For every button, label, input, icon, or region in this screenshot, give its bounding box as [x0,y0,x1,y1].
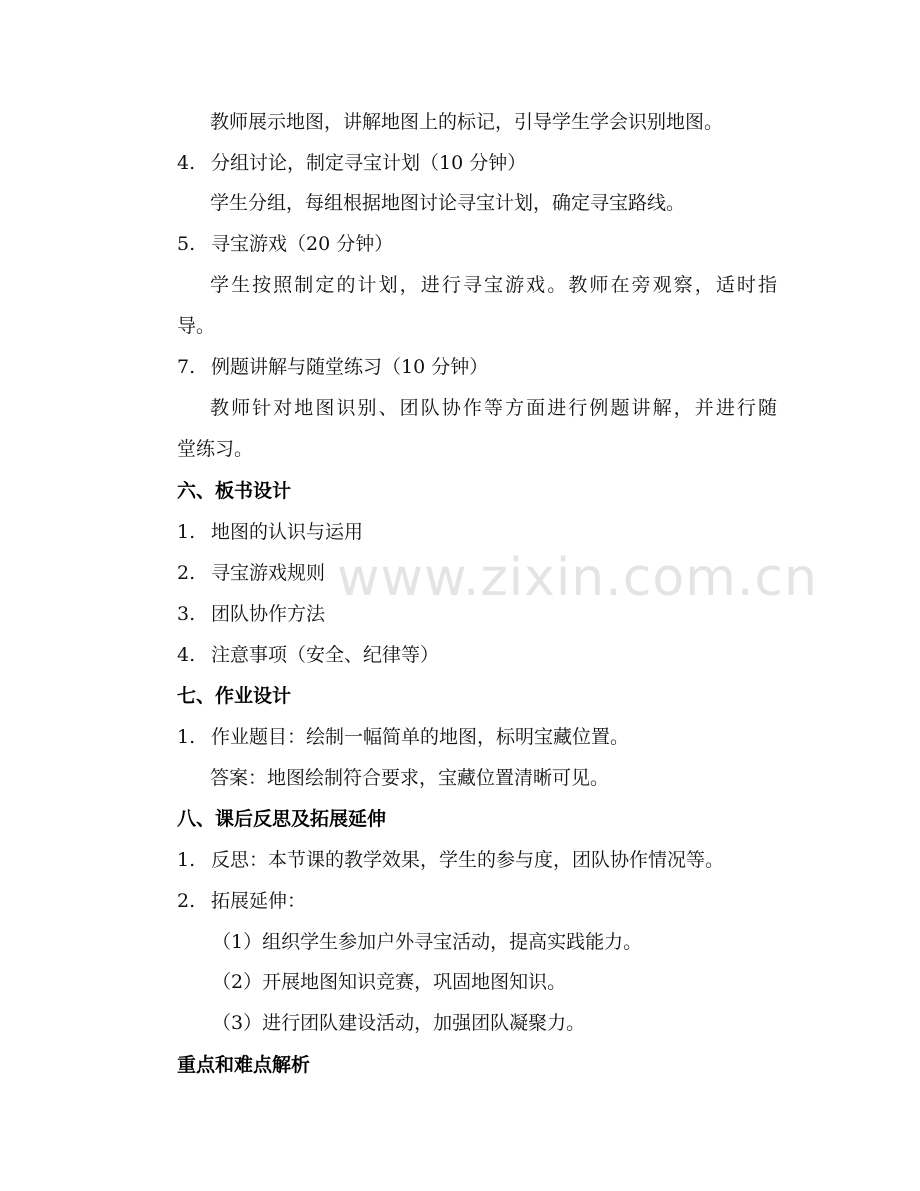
item-text: 反思：本节课的教学效果，学生的参与度，团队协作情况等。 [211,849,725,871]
paragraph-line: 学生分组，每组根据地图讨论寻宝计划，确定寻宝路线。 [210,192,686,214]
section-heading-8: 八、课后反思及拓展延伸 [177,808,387,830]
step-number: 7. [177,356,196,378]
item-text: 拓展延伸： [211,890,307,912]
item-number: 2. [177,562,196,584]
item-number: 1. [177,726,196,748]
list-item [177,520,363,544]
step-text: 寻宝游戏（20 分钟） [211,233,394,255]
list-item [177,848,724,872]
item-number: 1. [177,849,196,871]
watermark: www.zixin.com.cn [337,548,818,608]
sub-item: （2）开展地图知识竞赛，巩固地图知识。 [212,971,567,993]
paragraph-line: 堂练习。 [177,438,254,460]
item-number: 1. [177,521,196,543]
paragraph-line: 教师针对地图识别、团队协作等方面进行例题讲解，并进行随 [210,397,777,419]
numbered-step-5 [177,232,393,256]
item-text: 地图的认识与运用 [211,521,364,543]
sub-item: （3）进行团队建设活动，加强团队凝聚力。 [212,1012,586,1034]
step-number: 5. [177,233,196,255]
list-item [177,602,325,626]
paragraph-line: 导。 [177,315,216,337]
list-item [177,725,629,749]
section-heading-7: 七、作业设计 [177,685,292,707]
step-text: 例题讲解与随堂练习（10 分钟） [211,356,489,378]
item-text: 作业题目：绘制一幅简单的地图，标明宝藏位置。 [211,726,630,748]
list-item [177,561,325,585]
item-text: 注意事项（安全、纪律等） [211,644,440,666]
step-number: 4. [177,152,196,174]
step-text: 分组讨论，制定寻宝计划（10 分钟） [211,152,527,174]
final-heading: 重点和难点解析 [177,1054,311,1076]
list-item [177,643,439,667]
item-number: 3. [177,603,196,625]
paragraph-line: 教师展示地图，讲解地图上的标记，引导学生学会识别地图。 [210,111,724,133]
answer-line: 答案：地图绘制符合要求，宝藏位置清晰可见。 [210,767,610,789]
section-heading-6: 六、板书设计 [177,480,292,502]
list-item [177,889,306,913]
item-number: 2. [177,890,196,912]
item-text: 寻宝游戏规则 [211,562,326,584]
paragraph-line: 学生按照制定的计划，进行寻宝游戏。教师在旁观察，适时指 [210,274,777,296]
numbered-step-4 [177,151,526,175]
item-number: 4. [177,644,196,666]
numbered-step-7 [177,355,488,379]
item-text: 团队协作方法 [211,603,326,625]
sub-item: （1）组织学生参加户外寻宝活动，提高实践能力。 [212,931,643,953]
